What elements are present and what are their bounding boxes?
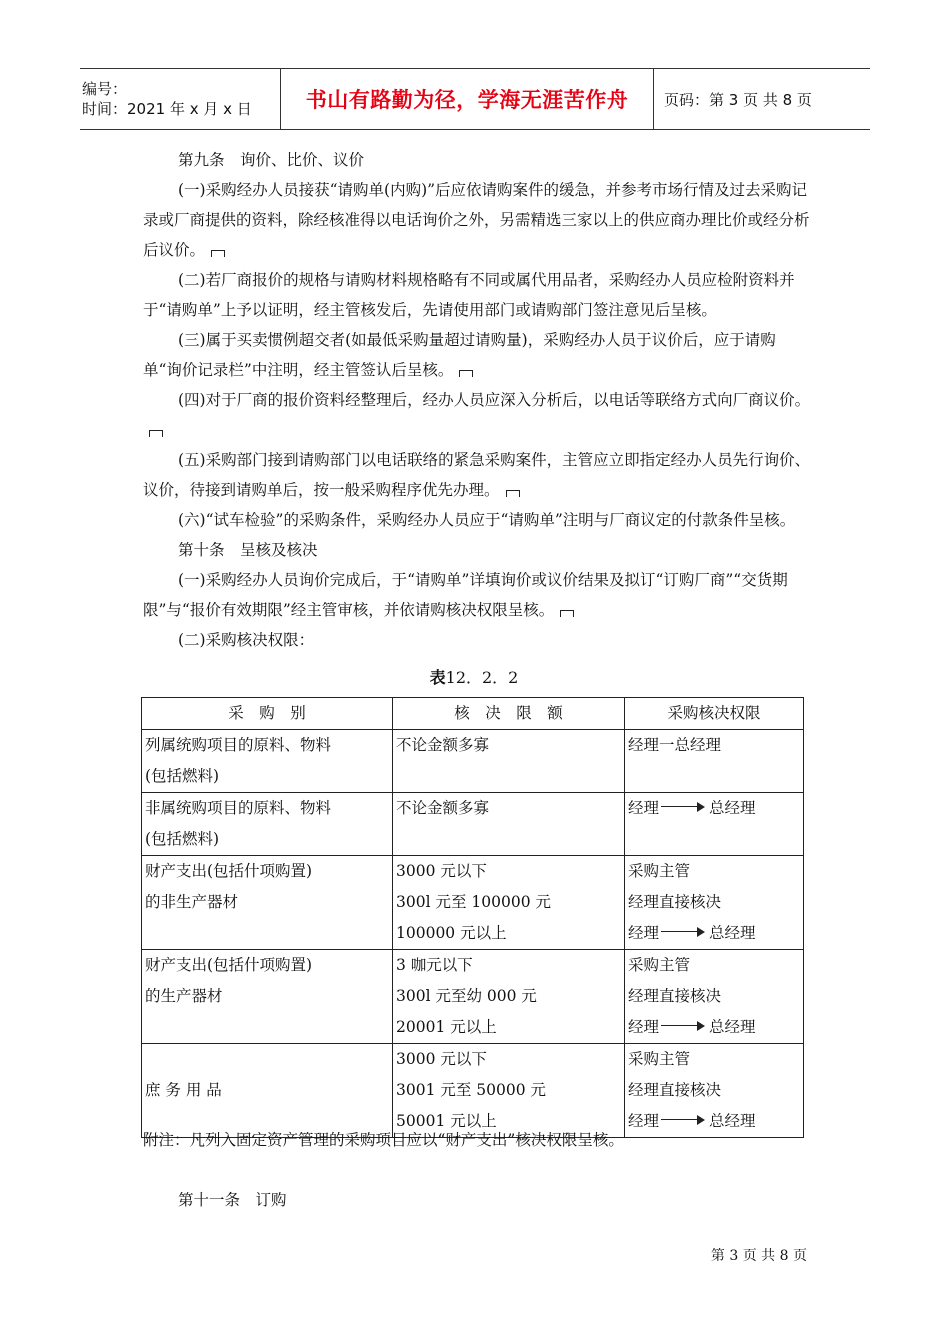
cell-line [628, 918, 800, 949]
header-motto-cell [281, 69, 654, 129]
paragraph-text: (一)采购经办人员询价完成后，于“请购单”详填询价或议价结果及拟订“订购厂商”“交货期限”与“报价有效期限”经主管审核，并依请购核决权限呈核。 [143, 571, 788, 619]
caption-prefix: 表 [429, 668, 446, 687]
cell-line: 20001 元以上 [396, 1018, 497, 1036]
edit-mark-icon [506, 490, 520, 497]
cell-line: (包括燃料) [145, 830, 220, 848]
column-header: 采购核决权限 [625, 698, 804, 730]
table-cell [142, 793, 393, 856]
table-cell [625, 856, 804, 950]
header-page-number: 页码：第 3 页 共 8 页 [664, 90, 812, 109]
cell-line: 50001 元以上 [396, 1112, 497, 1130]
paragraph: (六)“试车检验”的采购条件，采购经办人员应于“请购单”注明与厂商议定的付款条件呈核。 [178, 511, 796, 529]
cell-line: 3000 元以下 [396, 862, 487, 880]
page-header [80, 68, 870, 130]
table-cell [625, 950, 804, 1044]
table-row [142, 793, 804, 856]
article-10-title: 第十条 呈核及核决 [178, 541, 318, 559]
paragraph [143, 565, 811, 625]
article-9-title: 第九条 询价、比价、议价 [178, 151, 365, 169]
cell-line: (包括燃料) [145, 767, 220, 785]
cell-text: 经理 [628, 799, 660, 817]
table-cell: 经理一总经理 [625, 730, 804, 793]
arrow-right-icon [661, 1021, 705, 1031]
cell-line: 经理直接核决 [628, 893, 722, 911]
header-motto: 书山有路勤为径，学海无涯苦作舟 [305, 88, 629, 112]
cell-line [628, 1012, 800, 1043]
cell-text: 经理 [628, 1112, 660, 1130]
cell-line: 采购主管 [628, 1050, 691, 1068]
paragraph [143, 325, 811, 385]
edit-mark-icon [459, 370, 473, 377]
cell-line: 财产支出(包括什项购置) [145, 956, 313, 974]
paragraph-text: (三)属于买卖惯例超交者(如最低采购量超过请购量)，采购经办人员于议价后，应于请购单“询价记录栏”中注明，经主管签认后呈核。 [143, 331, 776, 379]
paragraph [143, 445, 811, 505]
cell-line: 经理直接核决 [628, 1081, 722, 1099]
edit-mark-icon [211, 250, 225, 257]
table-cell [142, 730, 393, 793]
doc-date-label: 时间：2021 年 x 月 x 日 [82, 100, 252, 118]
caption-number: 12．2．2 [445, 668, 519, 687]
approval-authority-table [141, 697, 804, 1138]
cell-text: 经理 [628, 1018, 660, 1036]
cell-text: 经理 [628, 924, 660, 942]
cell-line: 300l 元至 100000 元 [396, 893, 551, 911]
edit-mark-icon [560, 610, 574, 617]
cell-line [628, 1106, 800, 1137]
page-footer: 第 3 页 共 8 页 [710, 1248, 807, 1264]
table-cell [393, 950, 625, 1044]
cell-line: 财产支出(包括什项购置) [145, 862, 313, 880]
article-11-title: 第十一条 订购 [178, 1191, 287, 1209]
cell-line: 3 咖元以下 [396, 956, 473, 974]
paragraph-text: (四)对于厂商的报价资料经整理后，经办人员应深入分析后，以电话等联络方式向厂商议价。 [178, 391, 811, 409]
paragraph: (二)采购核决权限： [178, 631, 315, 649]
table-footnote: 附注：凡列入固定资产管理的采购项目应以“财产支出”核决权限呈核。 [143, 1131, 624, 1149]
cell-line: 经理直接核决 [628, 987, 722, 1005]
cell-text: 总经理 [709, 1112, 756, 1130]
cell-line: 采购主管 [628, 956, 691, 974]
paragraph [143, 385, 811, 445]
cell-line: 3001 元至 50000 元 [396, 1081, 547, 1099]
table-cell [625, 793, 804, 856]
document-body [143, 145, 811, 655]
cell-text: 总经理 [709, 1018, 756, 1036]
arrow-right-icon [661, 802, 705, 812]
doc-number-label: 编号： [82, 80, 128, 98]
cell-line: 的非生产器材 [145, 893, 239, 911]
table-cell: 不论金额多寡 [393, 730, 625, 793]
cell-line: 非属统购项目的原料、物料 [145, 799, 332, 817]
table-cell [625, 1044, 804, 1138]
cell-text: 总经理 [709, 799, 756, 817]
header-left [80, 69, 281, 129]
table-row [142, 1044, 804, 1138]
table-cell [142, 950, 393, 1044]
table-cell: 不论金额多寡 [393, 793, 625, 856]
column-header: 核 决 限 额 [393, 698, 625, 730]
cell-line: 300l 元至幼 000 元 [396, 987, 537, 1005]
table-cell [393, 856, 625, 950]
table-caption [143, 666, 805, 690]
table-cell [142, 856, 393, 950]
table-cell: 庶 务 用 品 [142, 1044, 393, 1138]
table-row [142, 950, 804, 1044]
paragraph-text: (一)采购经办人员接获“请购单(内购)”后应依请购案件的缓急，并参考市场行情及过去采购记录或厂商提供的资料，除经核准得以电话询价之外，另需精选三家以上的供应商办理比价或经分析后议价。 [143, 181, 810, 259]
cell-line: 3000 元以下 [396, 1050, 487, 1068]
paragraph [143, 175, 811, 265]
cell-text: 总经理 [709, 924, 756, 942]
edit-mark-icon [149, 430, 163, 437]
table-cell [393, 1044, 625, 1138]
cell-line: 列属统购项目的原料、物料 [145, 736, 332, 754]
table-row [142, 856, 804, 950]
column-header: 采 购 别 [142, 698, 393, 730]
cell-line: 的生产器材 [145, 987, 223, 1005]
table-header-row [142, 698, 804, 730]
cell-line: 100000 元以上 [396, 924, 507, 942]
paragraph-text: (五)采购部门接到请购部门以电话联络的紧急采购案件，主管应立即指定经办人员先行询价、议价，待接到请购单后，按一般采购程序优先办理。 [143, 451, 811, 499]
cell-line: 采购主管 [628, 862, 691, 880]
paragraph: (二)若厂商报价的规格与请购材料规格略有不同或属代用品者，采购经办人员应检附资料并于“请购单”上予以证明，经主管核发后，先请使用部门或请购部门签注意见后呈核。 [143, 271, 795, 319]
arrow-right-icon [661, 927, 705, 937]
arrow-right-icon [661, 1115, 705, 1125]
table-row [142, 730, 804, 793]
